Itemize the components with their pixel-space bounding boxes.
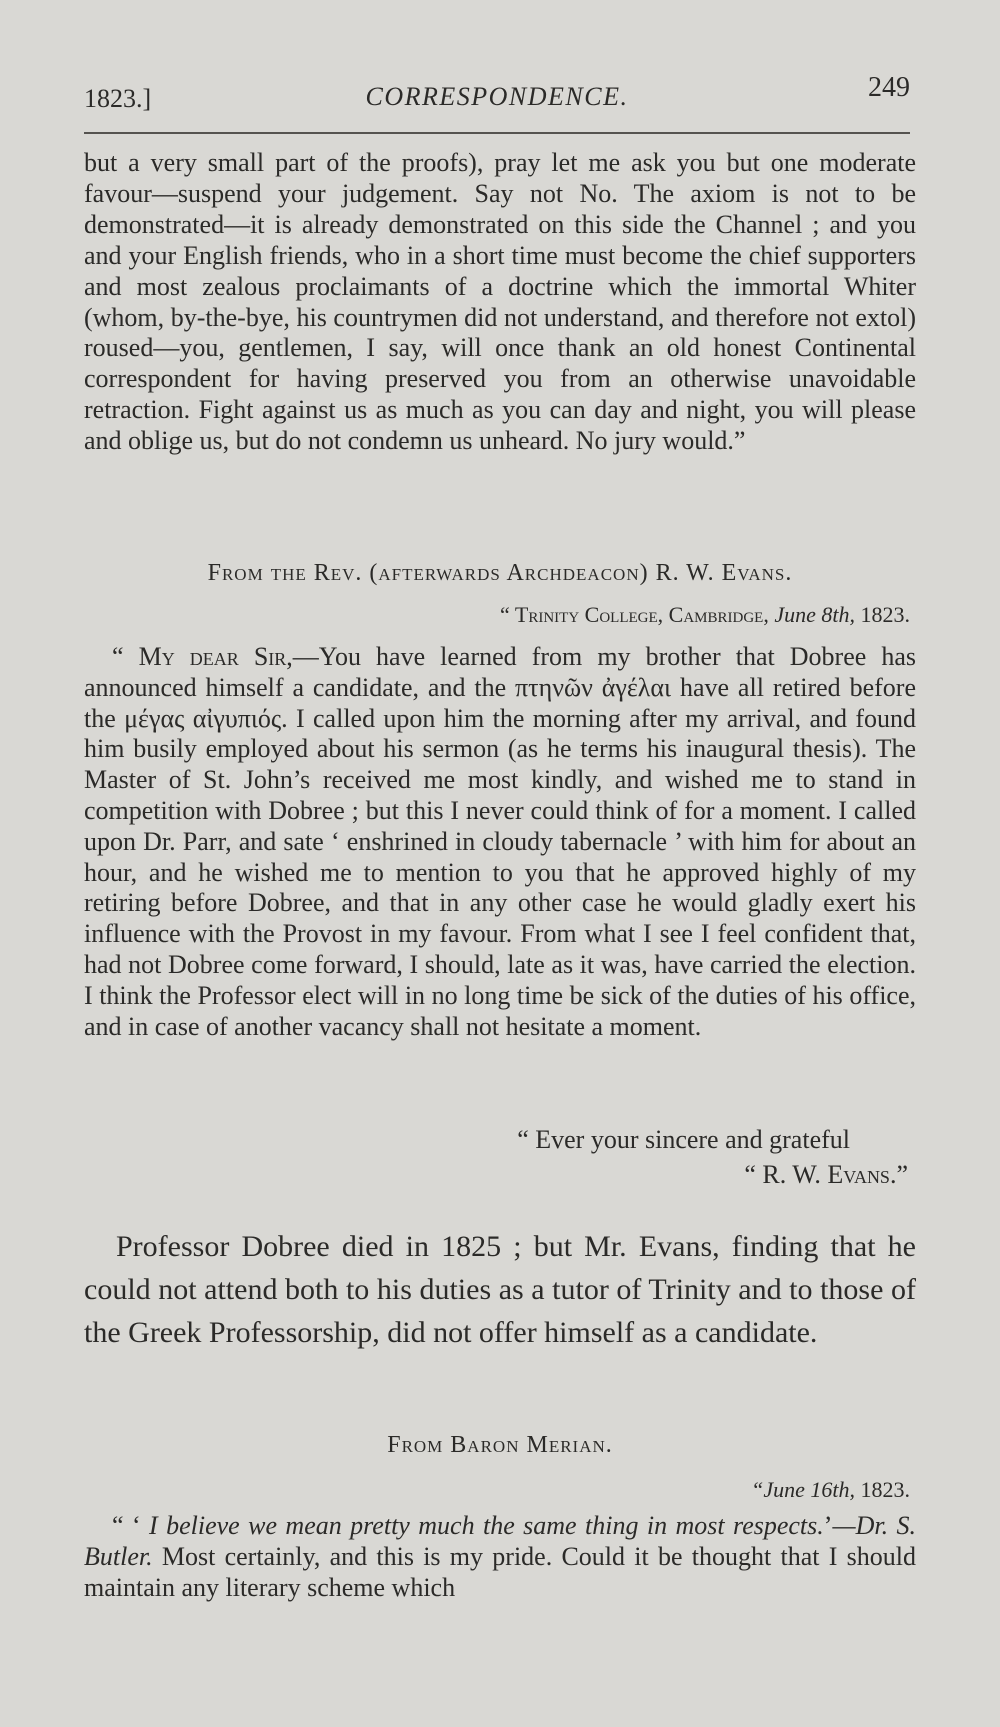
- letter2-text: Most certainly, and this is my pride. Could it be thought that I should maintain any literary scheme which: [84, 1542, 916, 1602]
- letter1-signature: “ R. W. Evans.”: [744, 1160, 908, 1189]
- letter1-dateline: [500, 602, 910, 628]
- letter1-body: [84, 642, 916, 1042]
- letter2-quote: I believe we mean pretty much the same thing in most respects.: [149, 1511, 824, 1540]
- letter2-attribution: —Dr. S. Butler.: [84, 1511, 916, 1571]
- narrative-paragraph: [84, 1225, 916, 1354]
- page-number: 249: [868, 72, 910, 103]
- letter2-quote-close: ’: [823, 1511, 833, 1540]
- letter1-text: —You have learned from my brother that Dobree has announced himself a candidate, and the πτηνῶν ἀγέλαι have all retired before the μέγας αἰγυπιός. I called upon him the morning after my arrival, and found him busily employed about his sermon (as he terms his inaugural thesis). The Master of St. John’s received me most kindly, and wished me to stand in competition with Dobree ; but this I never could think of for a moment. I called upon Dr. Parr, and sate ‘ enshrined in cloudy tabernacle ’ with him for about an hour, and he wished me to mention to you that he approved highly of my retiring before Dobree, and that in any other case he would gladly exert his influence with the Provost in my favour. From what I see I feel confident that, had not Dobree come forward, I should, late as it was, have carried the election. I think the Professor elect will in no long time be sick of the duties of his office, and in case of another vacancy shall not hesitate a moment.: [84, 642, 916, 1041]
- letter2-year: 1823.: [855, 1477, 910, 1502]
- narrative-text: Professor Dobree died in 1825 ; but Mr. Evans, finding that he could not attend both to his duties as a tutor of Trinity and to those of the Greek Professorship, did not offer himself as a candidate.: [84, 1230, 916, 1349]
- letter2-heading: From Baron Merian.: [387, 1432, 613, 1458]
- letter1-closing: “ Ever your sincere and grateful: [517, 1125, 850, 1154]
- letter2-dateline: [751, 1477, 910, 1503]
- running-header: [84, 72, 910, 112]
- header-title: CORRESPONDENCE.: [365, 82, 629, 111]
- continuation-paragraph: [84, 148, 916, 457]
- header-rule: [84, 132, 910, 134]
- header-year: 1823.]: [84, 84, 152, 113]
- letter2-date: “June 16th,: [751, 1477, 855, 1502]
- letter1-year: 1823.: [855, 602, 910, 627]
- continuation-text: but a very small part of the proofs), pray let me ask you but one moderate favour—suspend your judgement. Say not No. The axiom is not to be demonstrated—it is already demonstrated on this side the Channel ; and you and your English friends, who in a short time must become the chief supporters and most zealous proclaimants of a doctrine which the immortal Whiter (whom, by-the-bye, his countrymen did not understand, and therefore not extol) roused—you, gentlemen, I say, will once thank an old honest Continental correspondent for having preserved you from an otherwise unavoidable retraction. Fight against us as much as you can day and night, you will please and oblige us, but do not condemn us unheard. No jury would.”: [84, 148, 916, 456]
- letter2-quote-open: “ ‘: [112, 1511, 150, 1540]
- letter1-salutation: “ My dear Sir,: [112, 642, 293, 671]
- letter1-date: June 8th,: [774, 602, 855, 627]
- letter2-body: [84, 1510, 916, 1603]
- letter1-heading: From the Rev. (afterwards Archdeacon) R. W. Evans.: [207, 560, 793, 586]
- letter1-place: “ Trinity College, Cambridge,: [500, 602, 775, 627]
